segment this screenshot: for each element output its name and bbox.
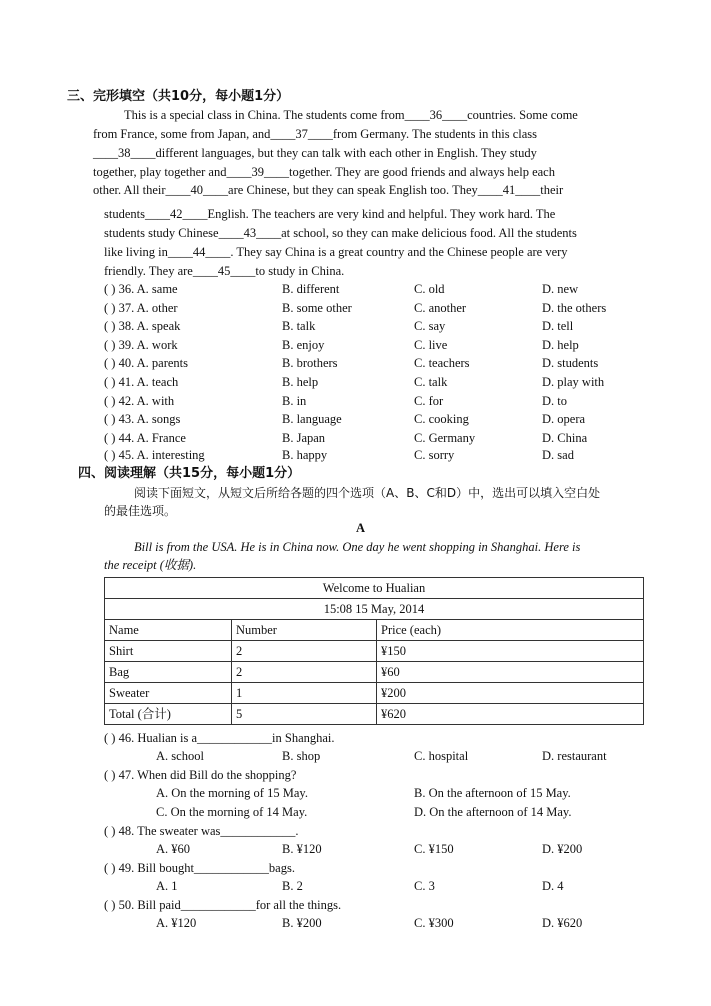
option-b: B. language (282, 412, 342, 426)
question-stem: ( ) 44. A. France (104, 431, 186, 445)
table-cell: 2 (232, 662, 377, 683)
question-stem: ( ) 41. A. teach (104, 375, 179, 389)
option-c: C. Germany (414, 431, 476, 445)
table-cell: 5 (232, 704, 377, 725)
option-b: B. shop (282, 749, 321, 763)
option-c: C. old (414, 282, 445, 296)
table-cell: 1 (232, 683, 377, 704)
option-d: D. ¥620 (542, 916, 583, 930)
option-d: D. to (542, 394, 567, 408)
option-b: B. enjoy (282, 338, 325, 352)
option-b: B. 2 (282, 879, 303, 893)
passage-line: students study Chinese____43____at school, so they can make delicious food. All the students (104, 226, 577, 240)
option-b: B. happy (282, 448, 328, 462)
table-cell: Total (合计) (105, 704, 232, 725)
option-d: D. ¥200 (542, 842, 583, 856)
intro-line: Bill is from the USA. He is in China now. One day he went shopping in Shanghai. Here is (134, 540, 581, 554)
table-cell: ¥60 (377, 662, 644, 683)
table-cell: 2 (232, 641, 377, 662)
option-b: B. ¥120 (282, 842, 322, 856)
part-label: A (356, 521, 366, 535)
option-d: D. play with (542, 375, 605, 389)
question-stem: ( ) 43. A. songs (104, 412, 181, 426)
option-c: C. for (414, 394, 444, 408)
table-row (105, 599, 644, 620)
question-stem: ( ) 37. A. other (104, 301, 178, 315)
table-cell: ¥150 (377, 641, 644, 662)
question-stem: ( ) 42. A. with (104, 394, 175, 408)
option-c: C. sorry (414, 448, 455, 462)
option-b: B. talk (282, 319, 316, 333)
table-row (105, 662, 644, 683)
option-c: C. live (414, 338, 448, 352)
option-c: C. ¥150 (414, 842, 454, 856)
instruction-line: 阅读下面短文，从短文后所给各题的四个选项（A、B、C和D）中，选出可以填入空白处 (134, 486, 601, 500)
option-d: D. opera (542, 412, 586, 426)
option-c: C. On the morning of 14 May. (156, 805, 308, 819)
option-d: D. On the afternoon of 14 May. (414, 805, 572, 819)
passage-line: friendly. They are____45____to study in China. (104, 264, 345, 278)
option-b: B. ¥200 (282, 916, 322, 930)
option-c: C. another (414, 301, 467, 315)
question-stem: ( ) 47. When did Bill do the shopping? (104, 768, 297, 782)
table-row (105, 704, 644, 725)
option-d: D. tell (542, 319, 574, 333)
table-cell: ¥200 (377, 683, 644, 704)
table-cell: Shirt (105, 641, 232, 662)
question-stem: ( ) 39. A. work (104, 338, 178, 352)
table-header-row (105, 620, 644, 641)
option-c: C. say (414, 319, 446, 333)
option-c: C. hospital (414, 749, 469, 763)
passage-line: ____38____different languages, but they can talk with each other in English. They study (93, 146, 537, 160)
question-stem: ( ) 49. Bill bought____________bags. (104, 861, 295, 875)
option-c: C. ¥300 (414, 916, 454, 930)
section4-title: 四、阅读理解（共15分，每小题1分） (78, 466, 301, 481)
option-b: B. On the afternoon of 15 May. (414, 786, 571, 800)
option-c: C. cooking (414, 412, 469, 426)
passage-line: from France, some from Japan, and____37____from Germany. The students in this class (93, 127, 538, 141)
option-c: C. 3 (414, 879, 435, 893)
option-b: B. some other (282, 301, 352, 315)
option-c: C. talk (414, 375, 448, 389)
table-row (105, 683, 644, 704)
intro-line: the receipt (收据). (104, 558, 197, 572)
instruction-line: 的最佳选项。 (104, 504, 177, 518)
receipt-datetime: 15:08 15 May, 2014 (105, 599, 644, 620)
table-cell: Sweater (105, 683, 232, 704)
passage-line: together, play together and____39____together. They are good friends and always help each (93, 165, 555, 179)
option-b: B. help (282, 375, 319, 389)
option-b: B. in (282, 394, 307, 408)
passage-line: students____42____English. The teachers are very kind and helpful. They work hard. The (104, 207, 556, 221)
column-header: Price (each) (377, 620, 644, 641)
passage-line: This is a special class in China. The students come from____36____countries. Some come (124, 108, 578, 122)
section3-title: 三、完形填空（共10分，每小题1分） (67, 89, 290, 104)
column-header: Name (105, 620, 232, 641)
option-a: A. ¥60 (156, 842, 191, 856)
table-row (105, 578, 644, 599)
question-stem: ( ) 48. The sweater was____________. (104, 824, 299, 838)
option-b: B. different (282, 282, 340, 296)
option-b: B. brothers (282, 356, 338, 370)
question-stem: ( ) 38. A. speak (104, 319, 181, 333)
question-stem: ( ) 36. A. same (104, 282, 178, 296)
table-cell: ¥620 (377, 704, 644, 725)
option-d: D. help (542, 338, 579, 352)
question-stem: ( ) 40. A. parents (104, 356, 189, 370)
column-header: Number (232, 620, 377, 641)
option-a: A. ¥120 (156, 916, 197, 930)
question-stem: ( ) 45. A. interesting (104, 448, 205, 462)
table-cell: Bag (105, 662, 232, 683)
option-a: A. On the morning of 15 May. (156, 786, 308, 800)
table-row (105, 641, 644, 662)
option-d: D. China (542, 431, 588, 445)
passage-line: like living in____44____. They say China is a great country and the Chinese people are very (104, 245, 568, 259)
receipt-table (104, 577, 644, 725)
question-stem: ( ) 50. Bill paid____________for all the things. (104, 898, 342, 912)
option-d: D. restaurant (542, 749, 607, 763)
option-d: D. new (542, 282, 579, 296)
option-d: D. sad (542, 448, 574, 462)
receipt-title: Welcome to Hualian (105, 578, 644, 599)
passage-line: other. All their____40____are Chinese, but they can speak English too. They____41____their (93, 183, 564, 197)
option-d: D. the others (542, 301, 607, 315)
option-d: D. 4 (542, 879, 564, 893)
option-d: D. students (542, 356, 599, 370)
question-stem: ( ) 46. Hualian is a____________in Shanghai. (104, 731, 335, 745)
option-a: A. 1 (156, 879, 178, 893)
option-c: C. teachers (414, 356, 470, 370)
option-a: A. school (156, 749, 204, 763)
option-b: B. Japan (282, 431, 326, 445)
